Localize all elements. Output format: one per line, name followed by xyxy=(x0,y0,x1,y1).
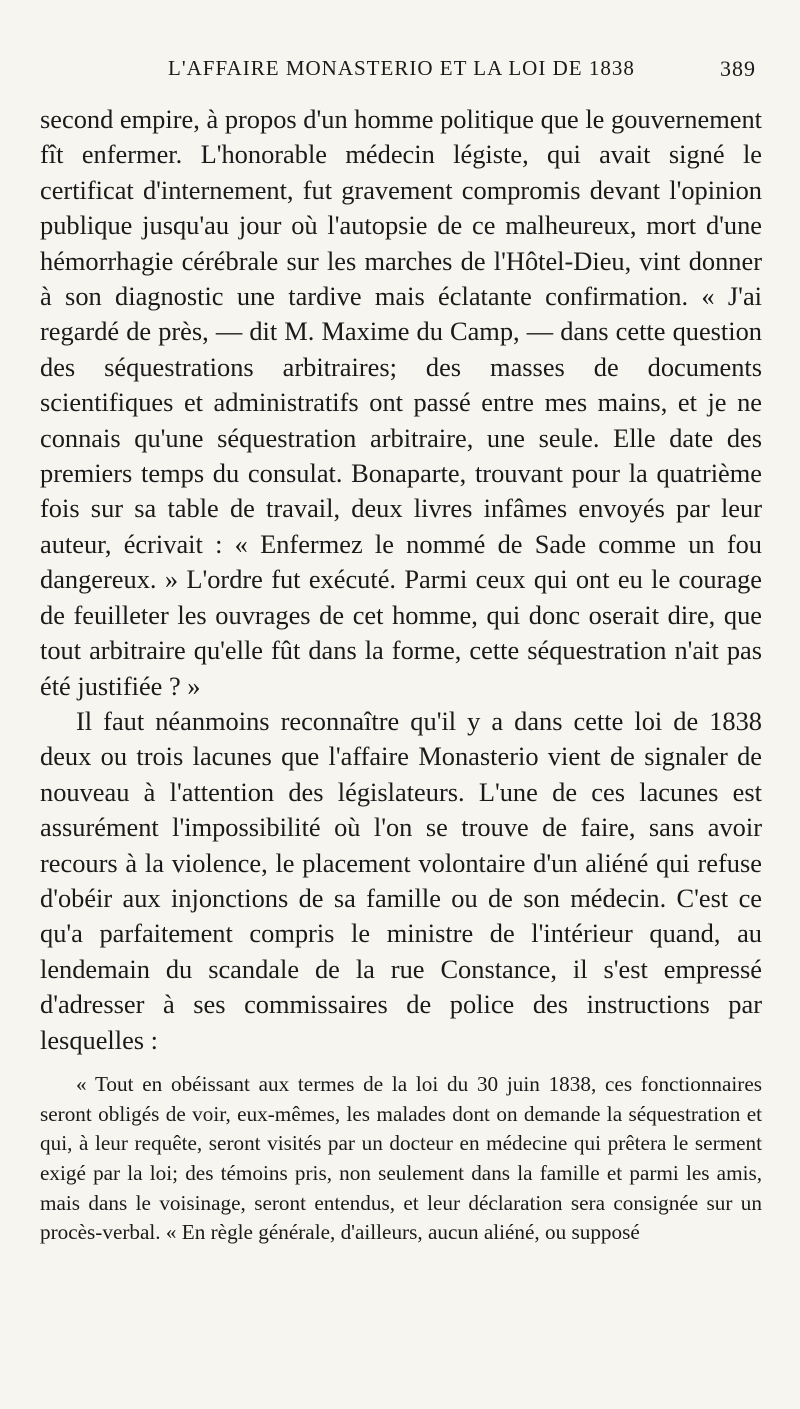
quote-text: « Tout en obéissant aux termes de la loi du 30 juin 1838, ces fonctionnaires seront obligés de voir, eux-mêmes, les malades dont on demande la séquestration et qui, à leur requête, seront visités par un docteur en médecine qui prêtera le serment exigé par la loi; des témoins pris, non seulement dans la famille et parmi les amis, mais dans le voisinage, seront entendus, et leur déclaration sera consignée sur un procès-verbal. « En règle générale, d'ailleurs, aucun aliéné, ou supposé xyxy=(40,1071,762,1245)
body-text xyxy=(40,102,762,1058)
book-page xyxy=(40,50,762,1248)
running-title: L'AFFAIRE MONASTERIO ET LA LOI DE 1838 xyxy=(168,56,635,80)
block-quote xyxy=(40,1070,762,1248)
running-head xyxy=(40,50,762,90)
paragraph: Il faut néanmoins reconnaître qu'il y a dans cette loi de 1838 deux ou trois lacunes que l'affaire Monasterio vient de signaler de nouveau à l'attention des législateurs. L'une de ces lacunes est assurément l'impossibilité où l'on se trouve de faire, sans avoir recours à la violence, le placement volontaire d'un aliéné qui refuse d'obéir aux injonctions de sa famille ou de son médecin. C'est ce qu'a parfaitement compris le ministre de l'intérieur quand, au lendemain du scandale de la rue Constance, il s'est empressé d'adresser à ses commissaires de police des instructions par lesquelles : xyxy=(40,705,762,1055)
paragraph-continued: second empire, à propos d'un homme politique que le gouvernement fît enfermer. L'honorable médecin légiste, qui avait signé le certificat d'internement, fut gravement compromis devant l'opinion publique jusqu'au jour où l'autopsie de ce malheureux, mort d'une hémorrhagie cérébrale sur les marches de l'Hôtel-Dieu, vint donner à son diagnostic une tardive mais éclatante confirmation. « J'ai regardé de près, — dit M. Maxime du Camp, — dans cette question des séquestrations arbitraires; des masses de documents scientifiques et administratifs ont passé entre mes mains, et je ne connais qu'une séquestration arbitraire, une seule. Elle date des premiers temps du consulat. Bonaparte, trouvant pour la quatrième fois sur sa table de travail, deux livres infâmes envoyés par leur auteur, écrivait : « Enfermez le nommé de Sade comme un fou dangereux. » L'ordre fut exécuté. Parmi ceux qui ont eu le courage de feuilleter les ouvrages de cet homme, qui donc oserait dire, que tout arbitraire qu'elle fût dans la forme, cette séquestration n'ait pas été justifiée ? » xyxy=(40,104,762,701)
page-number: 389 xyxy=(720,56,756,81)
